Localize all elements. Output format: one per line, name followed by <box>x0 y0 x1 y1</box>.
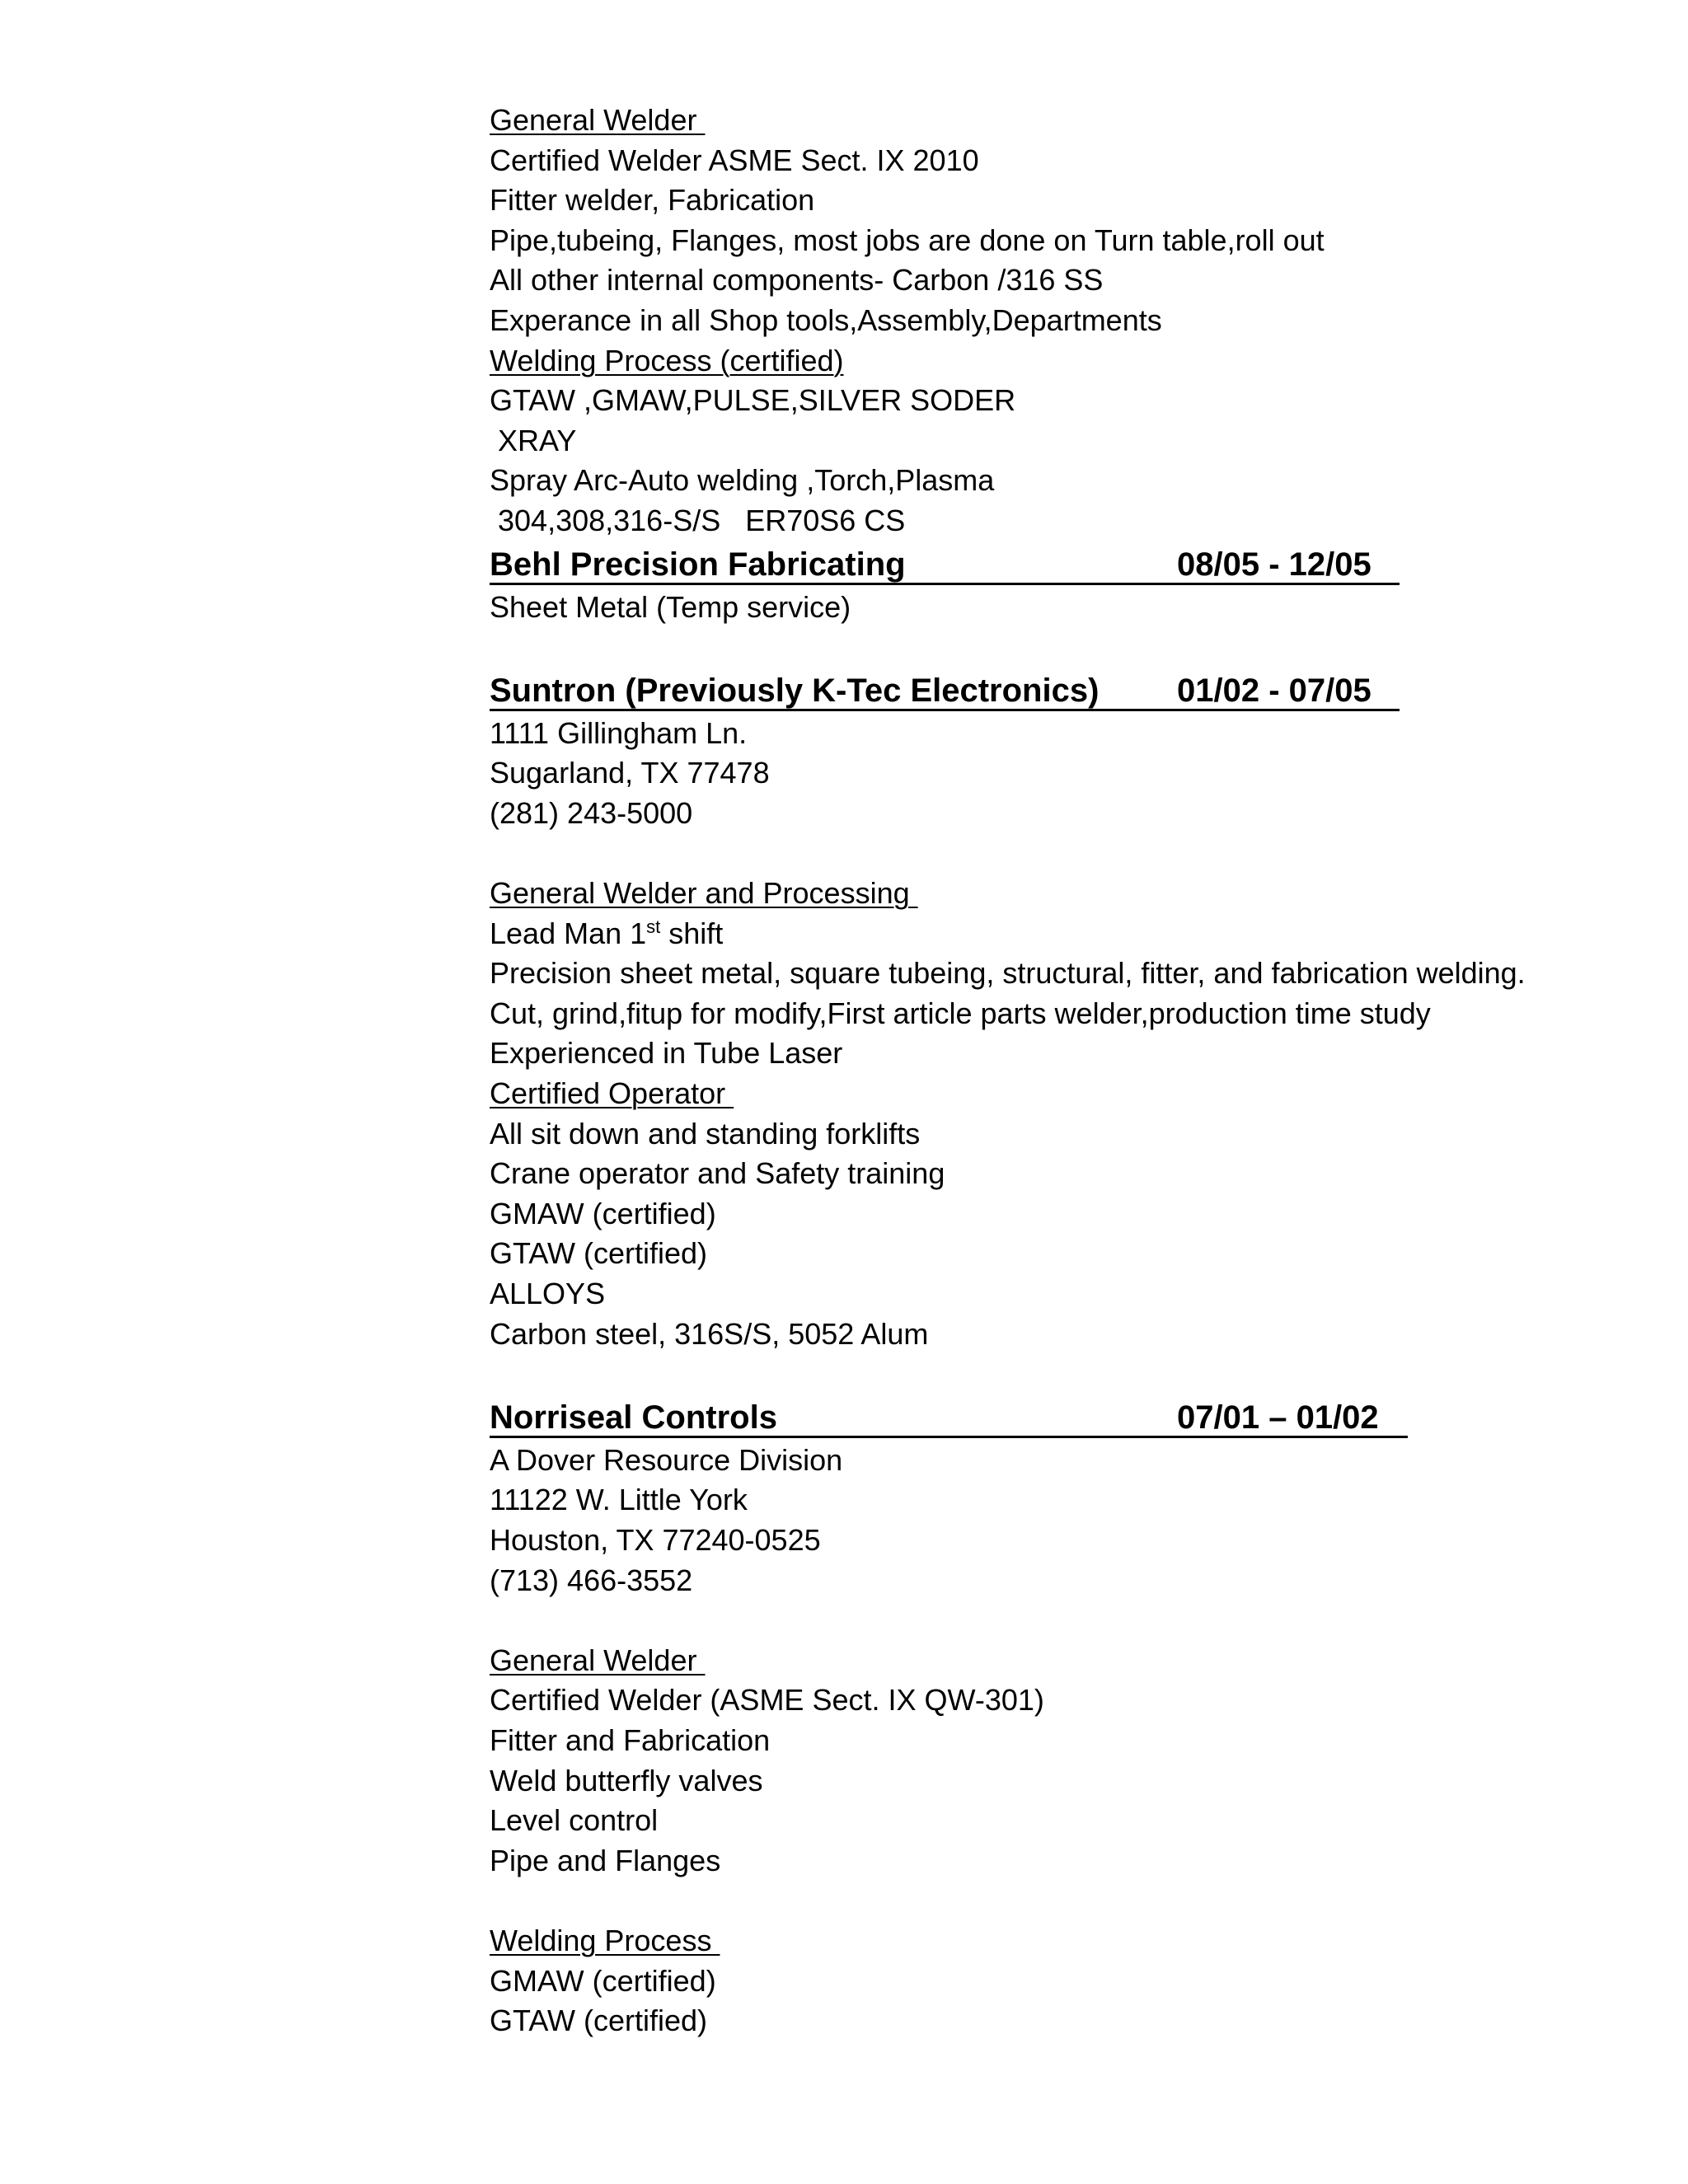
spacer <box>490 1354 1643 1394</box>
text-line: Fitter and Fabrication <box>490 1722 771 1757</box>
text-line: Fitter welder, Fabrication <box>490 183 815 218</box>
spacer <box>490 1601 1643 1641</box>
text-line: GTAW ,GMAW,PULSE,SILVER SODER <box>490 383 1016 418</box>
text-line: All sit down and standing forklifts <box>490 1116 921 1151</box>
lead-superscript: st <box>646 916 661 937</box>
employer-heading <box>490 668 1643 714</box>
employer-name: Norriseal Controls <box>490 1399 777 1436</box>
text-line: Experance in all Shop tools,Assembly,Departments <box>490 302 1162 337</box>
address-line: 1111 Gillingham Ln. <box>490 715 748 750</box>
role-title: General Welder <box>490 103 706 137</box>
text-line: Weld butterfly valves <box>490 1763 763 1797</box>
spacer <box>490 627 1643 668</box>
section-subtitle: Welding Process (certified) <box>490 343 844 377</box>
text-line: Experienced in Tube Laser <box>490 1036 843 1071</box>
text-line: Carbon steel, 316S/S, 5052 Alum <box>490 1316 929 1351</box>
address-line: A Dover Resource Division <box>490 1442 843 1477</box>
section-subtitle: Certified Operator <box>490 1076 734 1111</box>
lead-prefix: Lead Man 1 <box>490 916 647 950</box>
employer-name: Behl Precision Fabricating <box>490 546 906 583</box>
employment-dates: 01/02 - 07/05 <box>1177 672 1372 709</box>
employer-name: Suntron (Previously K-Tec Electronics) <box>490 672 1100 709</box>
phone-line: (281) 243-5000 <box>490 795 693 830</box>
text-line: Certified Welder (ASME Sect. IX QW-301) <box>490 1683 1044 1718</box>
text-line: Level control <box>490 1803 659 1838</box>
text-line: Sheet Metal (Temp service) <box>490 589 851 624</box>
address-line: Sugarland, TX 77478 <box>490 756 770 790</box>
section-subtitle: Welding Process <box>490 1923 720 1957</box>
employer-heading <box>490 1394 1643 1441</box>
employer-heading <box>490 541 1643 588</box>
role-title: General Welder <box>490 1643 706 1677</box>
address-line: 11122 W. Little York <box>490 1483 748 1517</box>
lead-suffix: shift <box>660 916 724 950</box>
role-title: General Welder and Processing <box>490 876 918 911</box>
text-line <box>490 914 1643 954</box>
text-line: GTAW (certified) <box>490 2004 708 2038</box>
text-line: All other internal components- Carbon /316 SS <box>490 263 1104 298</box>
text-line: XRAY <box>490 423 577 457</box>
resume-content <box>490 101 1643 2041</box>
spacer <box>490 1881 1643 1921</box>
text-line: Pipe and Flanges <box>490 1843 721 1877</box>
phone-line: (713) 466-3552 <box>490 1563 693 1597</box>
text-line: Crane operator and Safety training <box>490 1156 945 1191</box>
text-line: Certified Welder ASME Sect. IX 2010 <box>490 143 979 177</box>
address-line: Houston, TX 77240-0525 <box>490 1523 821 1557</box>
text-line: GTAW (certified) <box>490 1236 708 1271</box>
employment-dates: 08/05 - 12/05 <box>1177 546 1372 583</box>
text-line: Spray Arc-Auto welding ,Torch,Plasma <box>490 463 995 498</box>
text-line: Precision sheet metal, square tubeing, structural, fitter, and fabrication welding. <box>490 956 1526 991</box>
text-line: GMAW (certified) <box>490 1963 716 1998</box>
text-line: ALLOYS <box>490 1277 606 1311</box>
spacer <box>490 834 1643 874</box>
text-line: 304,308,316-S/S ER70S6 CS <box>490 503 906 537</box>
text-line: Cut, grind,fitup for modify,First article parts welder,production time study <box>490 996 1431 1030</box>
employment-dates: 07/01 – 01/02 <box>1177 1399 1379 1436</box>
text-line: GMAW (certified) <box>490 1196 716 1230</box>
text-line: Pipe,tubeing, Flanges, most jobs are done on Turn table,roll out <box>490 223 1325 257</box>
